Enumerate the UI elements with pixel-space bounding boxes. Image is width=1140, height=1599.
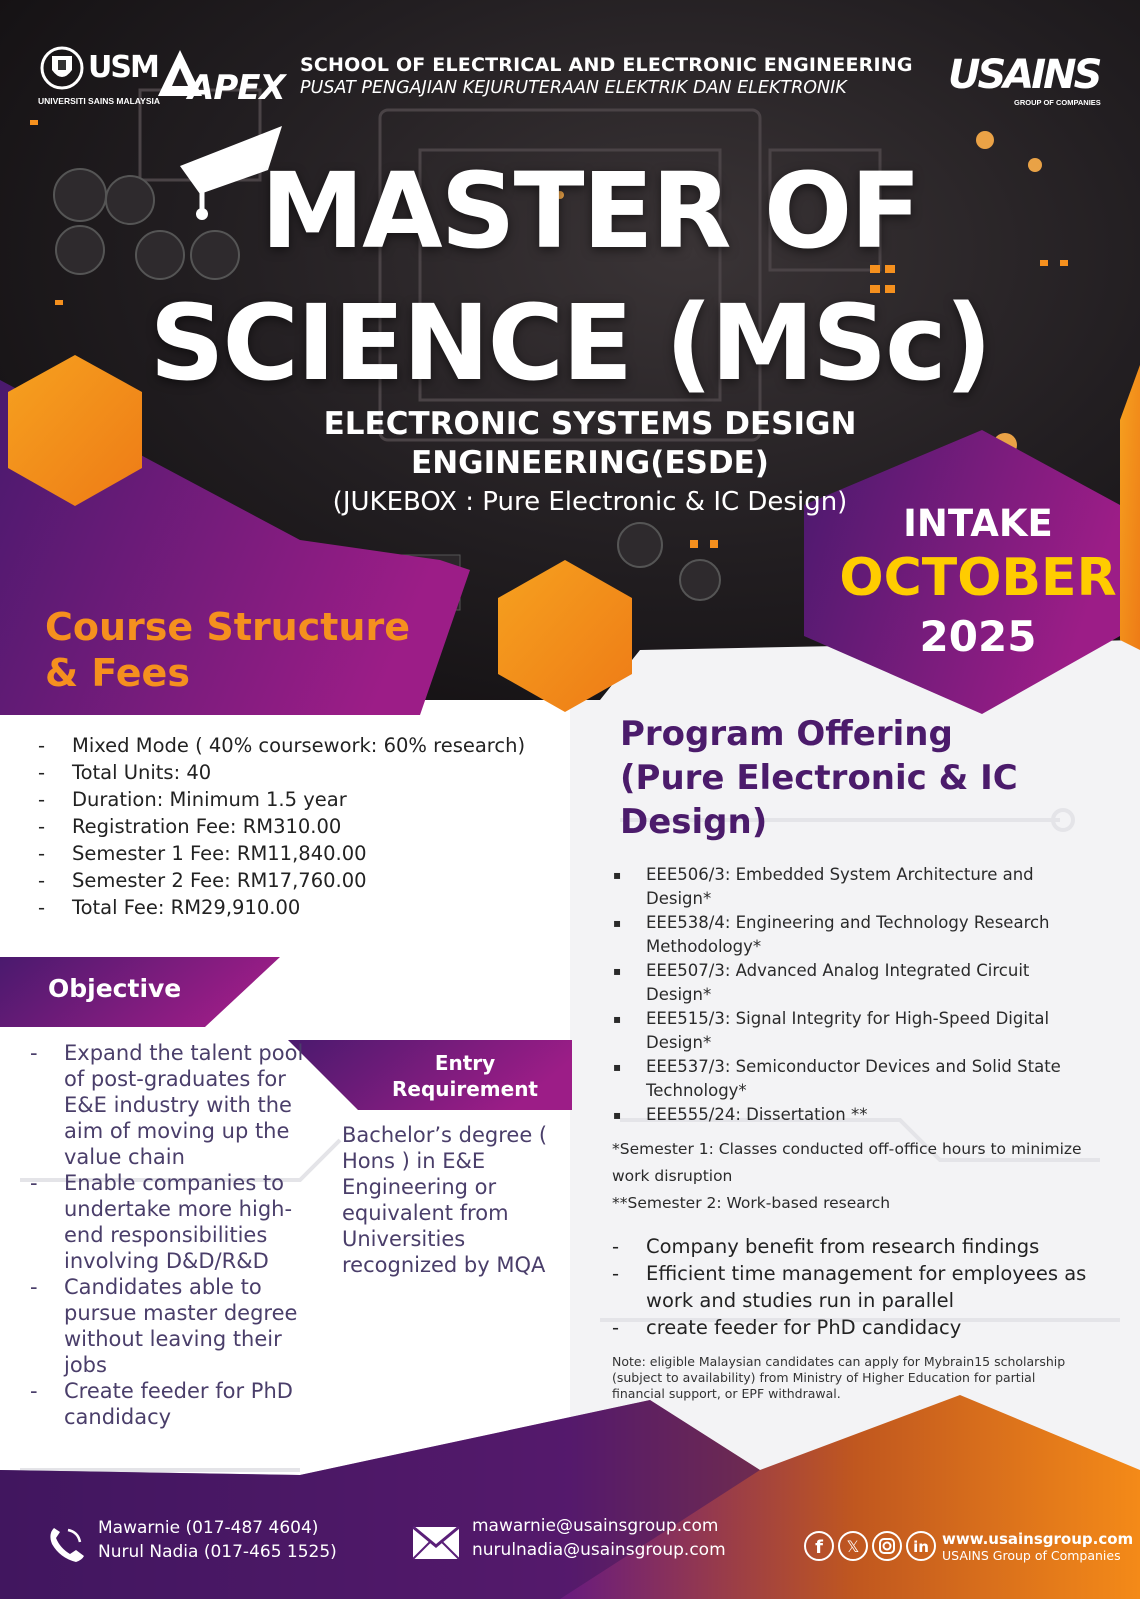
program-name-line-1: ELECTRONIC SYSTEMS DESIGN bbox=[323, 406, 857, 442]
svg-text:𝕏: 𝕏 bbox=[846, 1537, 860, 1556]
school-name-ms: PUSAT PENGAJIAN KEJURUTERAAN ELEKTRIK DAN ELEKTRONIK bbox=[300, 78, 847, 98]
list-item: ▪ EEE515/3: Signal Integrity for High-Speed Digital Design* bbox=[646, 1007, 1086, 1055]
list-item: - Duration: Minimum 1.5 year bbox=[72, 786, 572, 813]
linkedin-icon[interactable] bbox=[905, 1530, 937, 1562]
list-item: - Total Fee: RM29,910.00 bbox=[72, 894, 572, 921]
company-name: USAINS Group of Companies bbox=[942, 1548, 1121, 1563]
list-item: - Mixed Mode ( 40% coursework: 60% research) bbox=[72, 732, 572, 759]
program-heading-line-3: Design) bbox=[620, 802, 768, 842]
objective-list bbox=[64, 1040, 314, 1430]
list-item: - Company benefit from research findings bbox=[646, 1233, 1106, 1260]
program-name-line-2: ENGINEERING(ESDE) bbox=[411, 445, 769, 481]
program-heading-line-2: (Pure Electronic & IC bbox=[620, 758, 1018, 798]
intake-month: OCTOBER bbox=[839, 548, 1117, 608]
school-name bbox=[300, 54, 913, 98]
list-item: ▪ EEE537/3: Semiconductor Devices and Solid State Technology* bbox=[646, 1055, 1086, 1103]
website-block bbox=[942, 1530, 1133, 1564]
program-course-list bbox=[646, 863, 1086, 1127]
phone-icon bbox=[46, 1524, 86, 1564]
mail-icon bbox=[412, 1526, 460, 1560]
intake-label: INTAKE bbox=[903, 502, 1053, 545]
list-item: ▪ EEE538/4: Engineering and Technology Research Methodology* bbox=[646, 911, 1086, 959]
course-heading-line-2: & Fees bbox=[45, 651, 190, 695]
footnote-semester-1: *Semester 1: Classes conducted off-office hours to minimize work disruption bbox=[612, 1140, 1082, 1185]
entry-heading-line-2: Requirement bbox=[391, 1077, 538, 1101]
entry-heading-line-1: Entry bbox=[434, 1051, 496, 1075]
course-structure-heading bbox=[45, 604, 410, 696]
entry-requirement-heading bbox=[360, 1050, 570, 1102]
list-item: - Semester 1 Fee: RM11,840.00 bbox=[72, 840, 572, 867]
phone-contact-2[interactable]: Nurul Nadia (017-465 1525) bbox=[98, 1542, 337, 1562]
entry-requirement-text: Bachelor’s degree ( Hons ) in E&E Engineering or equivalent from Universities recognized by MQA bbox=[342, 1123, 548, 1277]
program-heading-line-1: Program Offering bbox=[620, 714, 953, 754]
email-contacts bbox=[472, 1514, 726, 1562]
facebook-icon[interactable] bbox=[803, 1530, 835, 1562]
apex-logo bbox=[150, 46, 285, 110]
email-contact-2[interactable]: nurulnadia@usainsgroup.com bbox=[472, 1540, 726, 1560]
list-item: - Total Units: 40 bbox=[72, 759, 572, 786]
course-heading-line-1: Course Structure bbox=[45, 605, 410, 649]
usains-logo-text: USAINS bbox=[948, 52, 1100, 98]
website-link[interactable]: www.usainsgroup.com bbox=[942, 1530, 1134, 1548]
social-icons bbox=[803, 1530, 937, 1562]
list-item: - Create feeder for PhD candidacy bbox=[64, 1378, 314, 1430]
list-item: ▪ EEE507/3: Advanced Analog Integrated Circuit Design* bbox=[646, 959, 1086, 1007]
list-item: - Registration Fee: RM310.00 bbox=[72, 813, 572, 840]
benefits-list bbox=[646, 1233, 1106, 1341]
usains-logo bbox=[948, 52, 1118, 112]
scholarship-note: Note: eligible Malaysian candidates can apply for Mybrain15 scholarship (subject to availability) from Ministry of Higher Education for partial financial support, or EPF withdrawal. bbox=[612, 1354, 1066, 1401]
list-item: - Candidates able to pursue master degree without leaving their jobs bbox=[64, 1274, 314, 1378]
phone-contact-1[interactable]: Mawarnie (017-487 4604) bbox=[98, 1518, 319, 1538]
list-item: - Enable companies to undertake more high-end responsibilities involving D&D/R&D bbox=[64, 1170, 314, 1274]
list-item: ▪ EEE555/24: Dissertation ** bbox=[646, 1103, 1086, 1127]
program-footnotes bbox=[612, 1136, 1102, 1217]
program-offering-heading bbox=[620, 712, 1018, 844]
apex-logo-text: APEX bbox=[188, 68, 285, 108]
x-icon[interactable] bbox=[837, 1530, 869, 1562]
usm-logo bbox=[38, 44, 161, 110]
footnote-semester-2: **Semester 2: Work-based research bbox=[612, 1194, 891, 1212]
usm-crest-icon bbox=[38, 44, 88, 96]
title-line-2: SCIENCE (MSc) bbox=[149, 282, 991, 404]
program-name-line-3: (JUKEBOX : Pure Electronic & IC Design) bbox=[332, 487, 848, 517]
course-fees-list bbox=[72, 732, 572, 921]
school-name-en: SCHOOL OF ELECTRICAL AND ELECTRONIC ENGINEERING bbox=[300, 54, 913, 76]
usm-logo-text: USM bbox=[88, 50, 158, 85]
svg-text:f: f bbox=[815, 1537, 823, 1558]
title-line-1: MASTER OF bbox=[260, 150, 920, 272]
email-contact-1[interactable]: mawarnie@usainsgroup.com bbox=[472, 1516, 719, 1536]
usains-caption: GROUP OF COMPANIES bbox=[1014, 98, 1101, 107]
list-item: - Efficient time management for employees as work and studies run in parallel bbox=[646, 1260, 1106, 1314]
list-item: ▪ EEE506/3: Embedded System Architecture and Design* bbox=[646, 863, 1086, 911]
objective-heading: Objective bbox=[48, 974, 182, 1003]
intake-year: 2025 bbox=[919, 612, 1037, 661]
list-item: - create feeder for PhD candidacy bbox=[646, 1314, 1106, 1341]
instagram-icon[interactable] bbox=[871, 1530, 903, 1562]
usm-caption: UNIVERSITI SAINS MALAYSIA bbox=[38, 96, 161, 106]
list-item: - Expand the talent pool of post-graduates for E&E industry with the aim of moving up the value chain bbox=[64, 1040, 314, 1170]
phone-contacts bbox=[98, 1516, 337, 1564]
svg-text:in: in bbox=[913, 1538, 929, 1556]
list-item: - Semester 2 Fee: RM17,760.00 bbox=[72, 867, 572, 894]
